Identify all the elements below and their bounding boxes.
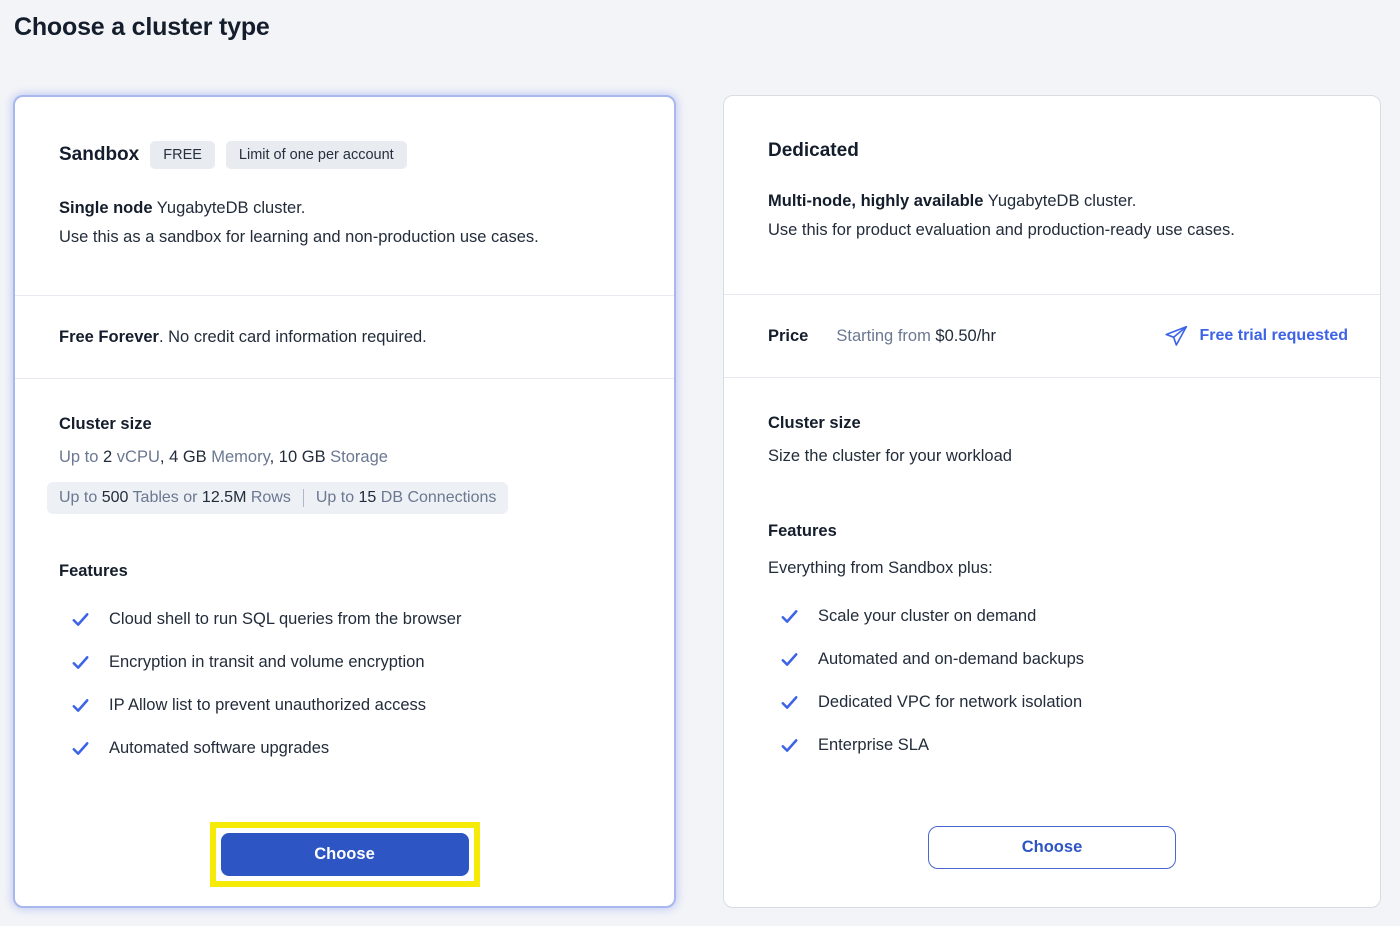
- feature-item: [59, 735, 630, 761]
- check-icon: [71, 653, 90, 672]
- limits-pill: Up to 500 Tables or 12.5M Rows Up to 15 DB Connections: [47, 482, 508, 514]
- check-icon: [780, 650, 799, 669]
- free-forever-row: [15, 296, 674, 379]
- dedicated-features-list: [768, 603, 1336, 775]
- dedicated-description-line2: Use this for product evaluation and production-ready use cases.: [768, 221, 1235, 239]
- check-icon: [71, 739, 90, 758]
- dedicated-card-title: Dedicated: [768, 140, 859, 161]
- sandbox-features-heading: Features: [59, 562, 128, 580]
- sandbox-description-line2: Use this as a sandbox for learning and non-production use cases.: [59, 228, 539, 246]
- dedicated-card: [723, 95, 1381, 908]
- sandbox-card-title: Sandbox: [59, 144, 140, 165]
- sandbox-features-list: [59, 606, 630, 778]
- feature-label: IP Allow list to prevent unauthorized access: [109, 695, 427, 714]
- free-badge: FREE: [150, 141, 215, 169]
- feature-label: Encryption in transit and volume encryption: [109, 652, 425, 671]
- sandbox-card-body: [15, 379, 674, 906]
- sandbox-title-row: [59, 141, 630, 169]
- pill-divider: [303, 489, 304, 507]
- check-icon: [780, 693, 799, 712]
- price-label: Price: [768, 326, 809, 345]
- free-trial-label: Free trial requested: [1199, 327, 1348, 344]
- sandbox-description-rest: YugabyteDB cluster.: [152, 199, 306, 217]
- feature-item: [768, 689, 1336, 715]
- dedicated-card-body: [724, 378, 1380, 907]
- feature-label: Dedicated VPC for network isolation: [818, 692, 1083, 711]
- dedicated-card-header: [724, 96, 1380, 295]
- feature-label: Scale your cluster on demand: [818, 606, 1037, 625]
- sandbox-description-bold: Single node: [59, 199, 153, 217]
- free-trial-link[interactable]: [1163, 323, 1349, 349]
- dedicated-choose-area: [928, 826, 1176, 907]
- sandbox-choose-area: [210, 822, 480, 906]
- send-icon: [1163, 323, 1189, 349]
- sandbox-cluster-size-specs: Up to 2 vCPU, 4 GB Memory, 10 GB Storage: [59, 448, 388, 466]
- sandbox-card-header: [15, 97, 674, 296]
- feature-item: [768, 603, 1336, 629]
- sandbox-cluster-size-heading: Cluster size: [59, 415, 152, 433]
- feature-label: Automated software upgrades: [109, 738, 330, 757]
- feature-item: [59, 649, 630, 675]
- sandbox-description: [59, 194, 630, 252]
- feature-item: [768, 646, 1336, 672]
- dedicated-title-row: [768, 140, 1336, 162]
- feature-label: Enterprise SLA: [818, 735, 929, 754]
- limit-badge: Limit of one per account: [226, 141, 407, 169]
- page-title: Choose a cluster type: [14, 13, 270, 41]
- price-text: Starting from $0.50/hr: [836, 326, 996, 345]
- dedicated-features-intro: Everything from Sandbox plus:: [768, 559, 993, 577]
- dedicated-cluster-size-heading: Cluster size: [768, 414, 861, 432]
- feature-item: [59, 692, 630, 718]
- feature-label: Cloud shell to run SQL queries from the browser: [109, 609, 462, 628]
- dedicated-description-bold: Multi-node, highly available: [768, 192, 984, 210]
- check-icon: [71, 610, 90, 629]
- dedicated-cluster-size-desc: Size the cluster for your workload: [768, 447, 1012, 465]
- dedicated-description-rest: YugabyteDB cluster.: [983, 192, 1137, 210]
- dedicated-description: [768, 187, 1336, 245]
- feature-item: [59, 606, 630, 632]
- free-forever-text: Free Forever. No credit card information required.: [59, 327, 427, 346]
- dedicated-features-heading: Features: [768, 522, 837, 540]
- choose-button-sandbox[interactable]: Choose: [221, 833, 469, 876]
- check-icon: [780, 607, 799, 626]
- check-icon: [71, 696, 90, 715]
- feature-item: [768, 732, 1336, 758]
- sandbox-card: [13, 95, 676, 908]
- check-icon: [780, 736, 799, 755]
- cluster-type-cards: [13, 95, 1381, 908]
- price-row: [724, 295, 1380, 378]
- choose-button-dedicated[interactable]: Choose: [928, 826, 1176, 869]
- feature-label: Automated and on-demand backups: [818, 649, 1085, 668]
- highlight-box: [210, 822, 480, 887]
